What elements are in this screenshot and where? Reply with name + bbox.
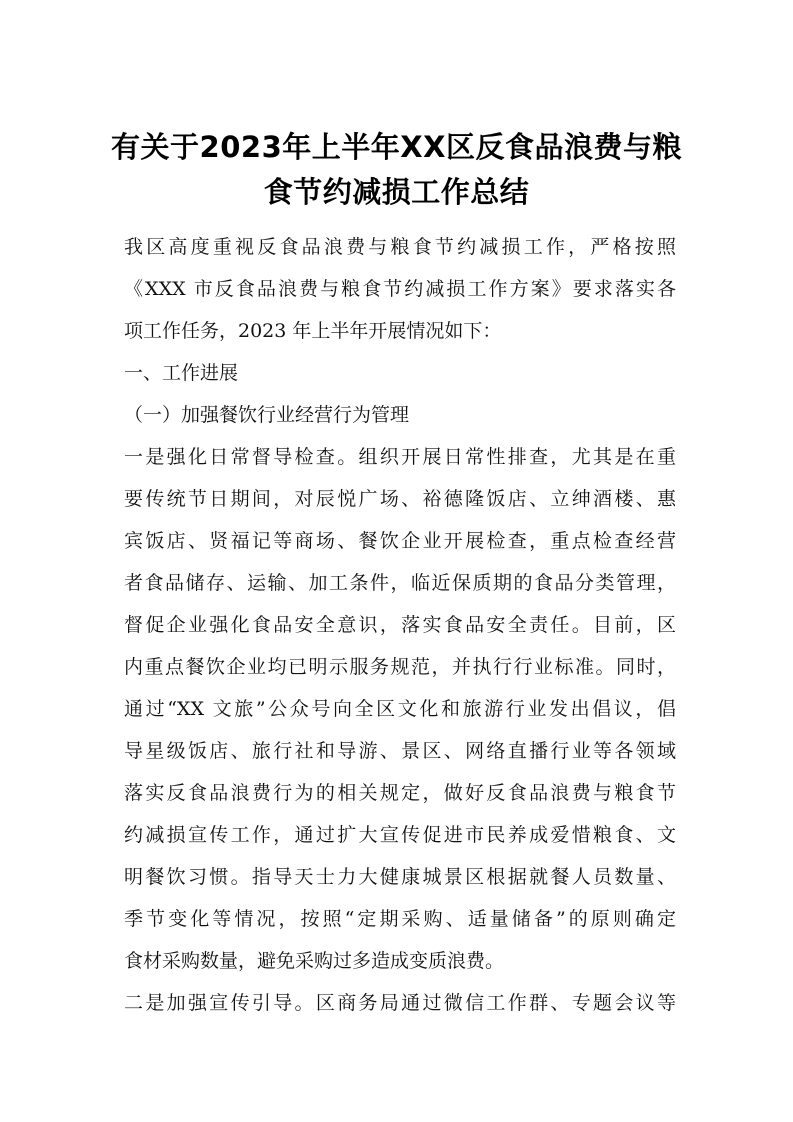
paragraph-line: 食材采购数量，避免采购过多造成变质浪费。	[124, 950, 505, 972]
paragraph-line: 项工作任务，2023 年上半年开展情况如下：	[124, 320, 502, 342]
paragraph-line: 季节变化等情况，按照“定期采购、适量储备”的原则确定	[124, 908, 676, 930]
paragraph-line: 我区高度重视反食品浪费与粮食节约减损工作，严格按照	[124, 236, 676, 258]
document-body	[124, 226, 676, 1024]
paragraph-line: 督促企业强化食品安全意识，落实食品安全责任。目前，区	[124, 614, 676, 636]
paragraph-line: 通过“XX 文旅”公众号向全区文化和旅游行业发出倡议，倡	[124, 698, 676, 720]
paragraph-line: 要传统节日期间，对辰悦广场、裕德隆饭店、立绅酒楼、惠	[124, 488, 676, 510]
paragraph-line: 宾饭店、贤福记等商场、餐饮企业开展检查，重点检查经营	[124, 530, 676, 552]
paragraph-line: 内重点餐饮企业均已明示服务规范，并执行行业标准。同时，	[124, 656, 676, 678]
subsection-heading: （一）加强餐饮行业经营行为管理	[124, 404, 410, 426]
paragraph-line: 明餐饮习惯。指导天士力大健康城景区根据就餐人员数量、	[124, 866, 676, 888]
paragraph-line: 二是加强宣传引导。区商务局通过微信工作群、专题会议等	[124, 992, 676, 1014]
paragraph-line: 一是强化日常督导检查。组织开展日常性排查，尤其是在重	[124, 446, 676, 468]
paragraph-line: 《XXX 市反食品浪费与粮食节约减损工作方案》要求落实各	[124, 278, 676, 300]
paragraph-line: 落实反食品浪费行为的相关规定，做好反食品浪费与粮食节	[124, 782, 676, 804]
paragraph-line: 者食品储存、运输、加工条件，临近保质期的食品分类管理，	[124, 572, 676, 594]
document-title-line-2: 食节约减损工作总结	[263, 175, 530, 209]
paragraph-line: 约减损宣传工作，通过扩大宣传促进市民养成爱惜粮食、文	[124, 824, 676, 846]
section-heading: 一、工作进展	[124, 362, 239, 384]
document-title-line-1: 有关于2023年上半年XX区反食品浪费与粮	[111, 130, 682, 164]
paragraph-line: 导星级饭店、旅行社和导游、景区、网络直播行业等各领域	[124, 740, 676, 762]
